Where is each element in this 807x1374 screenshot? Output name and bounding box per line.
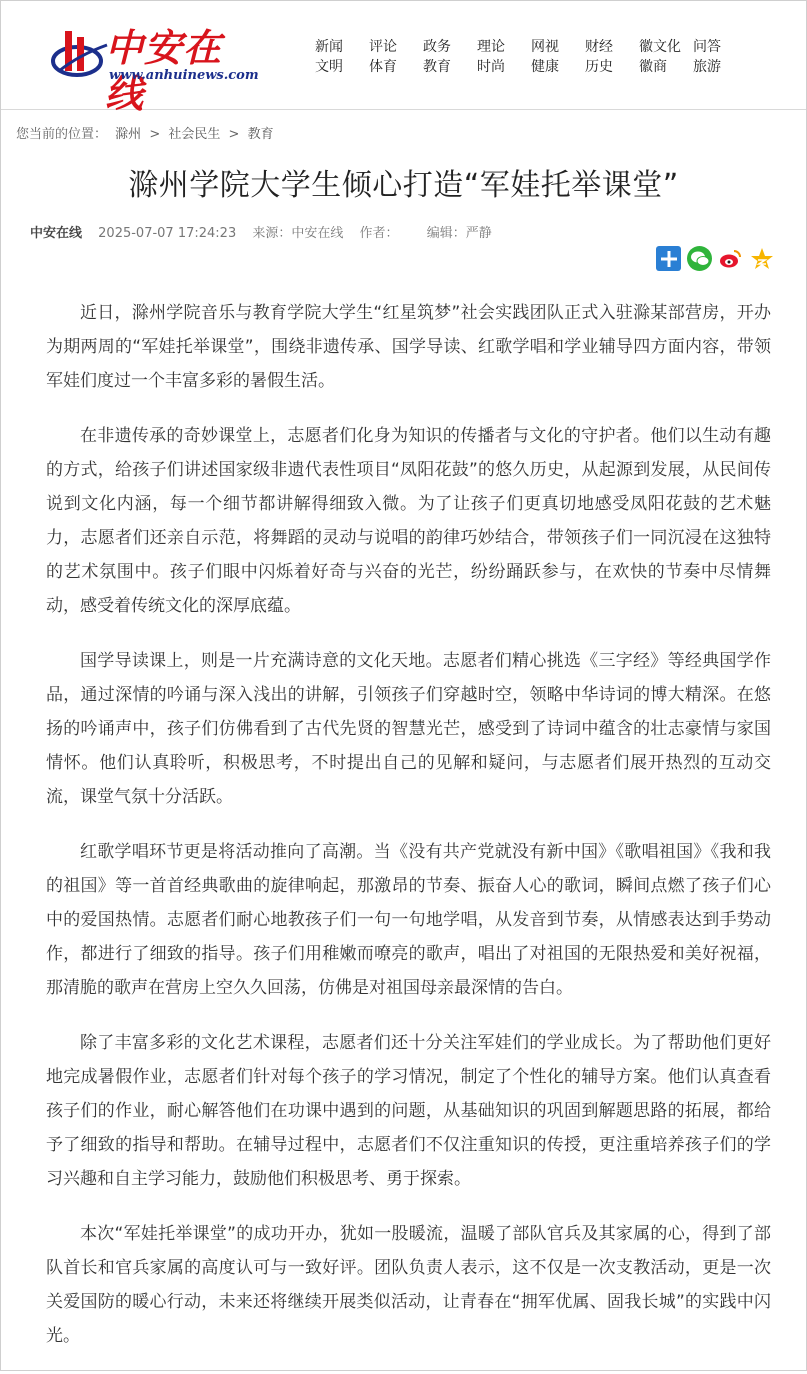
nav-item[interactable]: 历史 — [585, 59, 613, 75]
wechat-icon[interactable] — [687, 246, 712, 271]
nav-item[interactable]: 文明 — [315, 59, 343, 75]
breadcrumb-separator: > — [228, 127, 240, 142]
breadcrumb — [16, 123, 278, 142]
qzone-icon[interactable] — [749, 246, 774, 271]
nav-item[interactable]: 徽商 — [639, 59, 667, 75]
logo-url: www.anhuinews.com — [109, 68, 259, 83]
nav-item[interactable]: 旅游 — [693, 59, 721, 75]
meta-author: 作者： — [359, 226, 399, 241]
logo-mark-icon — [49, 25, 111, 83]
nav-item[interactable]: 教育 — [423, 59, 451, 75]
site-logo[interactable] — [49, 25, 259, 116]
nav-item[interactable]: 网视 — [531, 39, 559, 55]
nav-item[interactable]: 评论 — [369, 39, 397, 55]
meta-source: 来源：中安在线 — [252, 226, 344, 241]
share-plus-icon[interactable] — [656, 246, 681, 271]
logo-text: 中安在线 — [105, 25, 223, 116]
article-paragraph: 除了丰富多彩的文化艺术课程，志愿者们还十分关注军娃们的学业成长。为了帮助他们更好地完成暑假作业，志愿者们针对每个孩子的学习情况，制定了个性化的辅导方案。他们认真查看孩子们的作业，耐心解答他们在功课中遇到的问题，从基础知识的巩固到解题思路的拓展，都给予了细致的指导和帮助。在辅导过程中，志愿者们不仅注重知识的传授，更注重培养孩子们的学习兴趣和自主学习能力，鼓励他们积极思考、勇于探索。 — [46, 1033, 771, 1189]
article-title: 滁州学院大学生倾心打造“军娃托举课堂” — [128, 168, 679, 203]
nav-item[interactable]: 新闻 — [315, 39, 343, 55]
breadcrumb-link[interactable]: 滁州 — [115, 127, 142, 142]
article-meta — [30, 222, 504, 241]
breadcrumb-link[interactable]: 社会民生 — [168, 127, 221, 142]
weibo-icon[interactable] — [718, 246, 743, 271]
nav-item[interactable]: 政务 — [423, 39, 451, 55]
article-paragraph: 红歌学唱环节更是将活动推向了高潮。当《没有共产党就没有新中国》《歌唱祖国》《我和我的祖国》等一首首经典歌曲的旋律响起，那激昂的节奏、振奋人心的歌词，瞬间点燃了孩子们心中的爱国热情。志愿者们耐心地教孩子们一句一句地学唱，从发音到节奏，从情感表达到手势动作，都进行了细致的指导。孩子们用稚嫩而嘹亮的歌声，唱出了对祖国的无限热爱和美好祝福，那清脆的歌声在营房上空久久回荡，仿佛是对祖国母亲最深情的告白。 — [46, 842, 771, 998]
article-paragraph: 本次“军娃托举课堂”的成功开办，犹如一股暖流，温暖了部队官兵及其家属的心，得到了部队首长和官兵家属的高度认可与一致好评。团队负责人表示，这不仅是一次支教活动，更是一次关爱国防的暖心行动，未来还将继续开展类似活动，让青春在“拥军优属、固我长城”的实践中闪光。 — [46, 1224, 771, 1346]
nav-item[interactable]: 时尚 — [477, 59, 505, 75]
meta-datetime: 2025-07-07 17:24:23 — [98, 226, 237, 241]
article-paragraph: 近日，滁州学院音乐与教育学院大学生“红星筑梦”社会实践团队正式入驻滁某部营房，开办为期两周的“军娃托举课堂”，围绕非遗传承、国学导读、红歌学唱和学业辅导四方面内容，带领军娃们度过一个丰富多彩的暑假生活。 — [46, 303, 771, 391]
article-paragraph: 在非遗传承的奇妙课堂上，志愿者们化身为知识的传播者与文化的守护者。他们以生动有趣的方式，给孩子们讲述国家级非遗代表性项目“凤阳花鼓”的悠久历史，从起源到发展，从民间传说到文化内涵，每一个细节都讲解得细致入微。为了让孩子们更真切地感受凤阳花鼓的艺术魅力，志愿者们还亲自示范，将舞蹈的灵动与说唱的韵律巧妙结合，带领孩子们一同沉浸在这独特的艺术氛围中。孩子们眼中闪烁着好奇与兴奋的光芒，纷纷踊跃参与，在欢快的节奏中尽情舞动，感受着传统文化的深厚底蕴。 — [46, 426, 771, 616]
share-bar — [656, 246, 774, 272]
breadcrumb-link[interactable]: 教育 — [247, 127, 274, 142]
nav-item[interactable]: 理论 — [477, 39, 505, 55]
nav-item[interactable]: 体育 — [369, 59, 397, 75]
article-body — [46, 296, 771, 1374]
breadcrumb-separator: > — [149, 127, 161, 142]
nav-item[interactable]: 财经 — [585, 39, 613, 55]
nav-item[interactable]: 健康 — [531, 59, 559, 75]
breadcrumb-label: 您当前的位置： — [16, 127, 108, 142]
nav-item[interactable]: 徽文化 — [639, 39, 681, 55]
article-paragraph: 国学导读课上，则是一片充满诗意的文化天地。志愿者们精心挑选《三字经》等经典国学作品，通过深情的吟诵与深入浅出的讲解，引领孩子们穿越时空，领略中华诗词的博大精深。在悠扬的吟诵声中，孩子们仿佛看到了古代先贤的智慧光芒，感受到了诗词中蕴含的壮志豪情与家国情怀。他们认真聆听，积极思考，不时提出自己的见解和疑问，与志愿者们展开热烈的互动交流，课堂气氛十分活跃。 — [46, 651, 771, 807]
meta-editor: 编辑：严静 — [426, 226, 492, 241]
meta-source-site: 中安在线 — [30, 226, 83, 241]
top-nav — [307, 36, 737, 76]
nav-item[interactable]: 问答 — [693, 39, 721, 55]
site-header — [1, 1, 806, 116]
